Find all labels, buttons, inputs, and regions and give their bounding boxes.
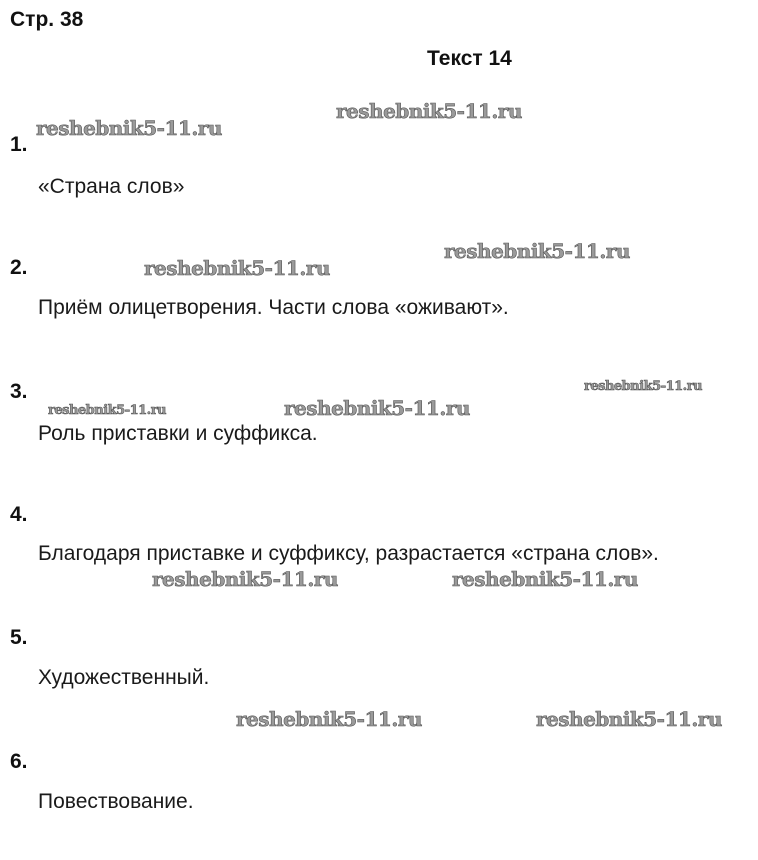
answer-text: Художественный. bbox=[38, 666, 210, 689]
watermark: reshebnik5-11.ru bbox=[584, 379, 703, 394]
watermark: reshebnik5-11.ru bbox=[452, 567, 638, 591]
answer-text: Благодаря приставке и суффиксу, разрастается «страна слов». bbox=[38, 542, 659, 565]
question-number: 4. bbox=[10, 503, 28, 526]
answer-text: Роль приставки и суффикса. bbox=[38, 422, 318, 445]
answer-text: Повествование. bbox=[38, 790, 194, 813]
answer-text: Приём олицетворения. Части слова «оживают». bbox=[38, 296, 509, 319]
page-title: Текст 14 bbox=[427, 47, 512, 70]
question-number: 1. bbox=[10, 133, 28, 156]
question-number: 3. bbox=[10, 380, 28, 403]
watermark: reshebnik5-11.ru bbox=[336, 99, 522, 123]
page-number: Стр. 38 bbox=[10, 8, 84, 31]
watermark: reshebnik5-11.ru bbox=[444, 239, 630, 263]
watermark: reshebnik5-11.ru bbox=[536, 707, 722, 731]
question-number: 5. bbox=[10, 626, 28, 649]
watermark: reshebnik5-11.ru bbox=[236, 707, 422, 731]
watermark: reshebnik5-11.ru bbox=[36, 116, 222, 140]
answer-text: «Страна слов» bbox=[38, 175, 185, 198]
question-number: 6. bbox=[10, 750, 28, 773]
watermark: reshebnik5-11.ru bbox=[144, 256, 330, 280]
watermark: reshebnik5-11.ru bbox=[48, 403, 167, 418]
watermark: reshebnik5-11.ru bbox=[284, 396, 470, 420]
question-number: 2. bbox=[10, 256, 28, 279]
watermark: reshebnik5-11.ru bbox=[152, 567, 338, 591]
